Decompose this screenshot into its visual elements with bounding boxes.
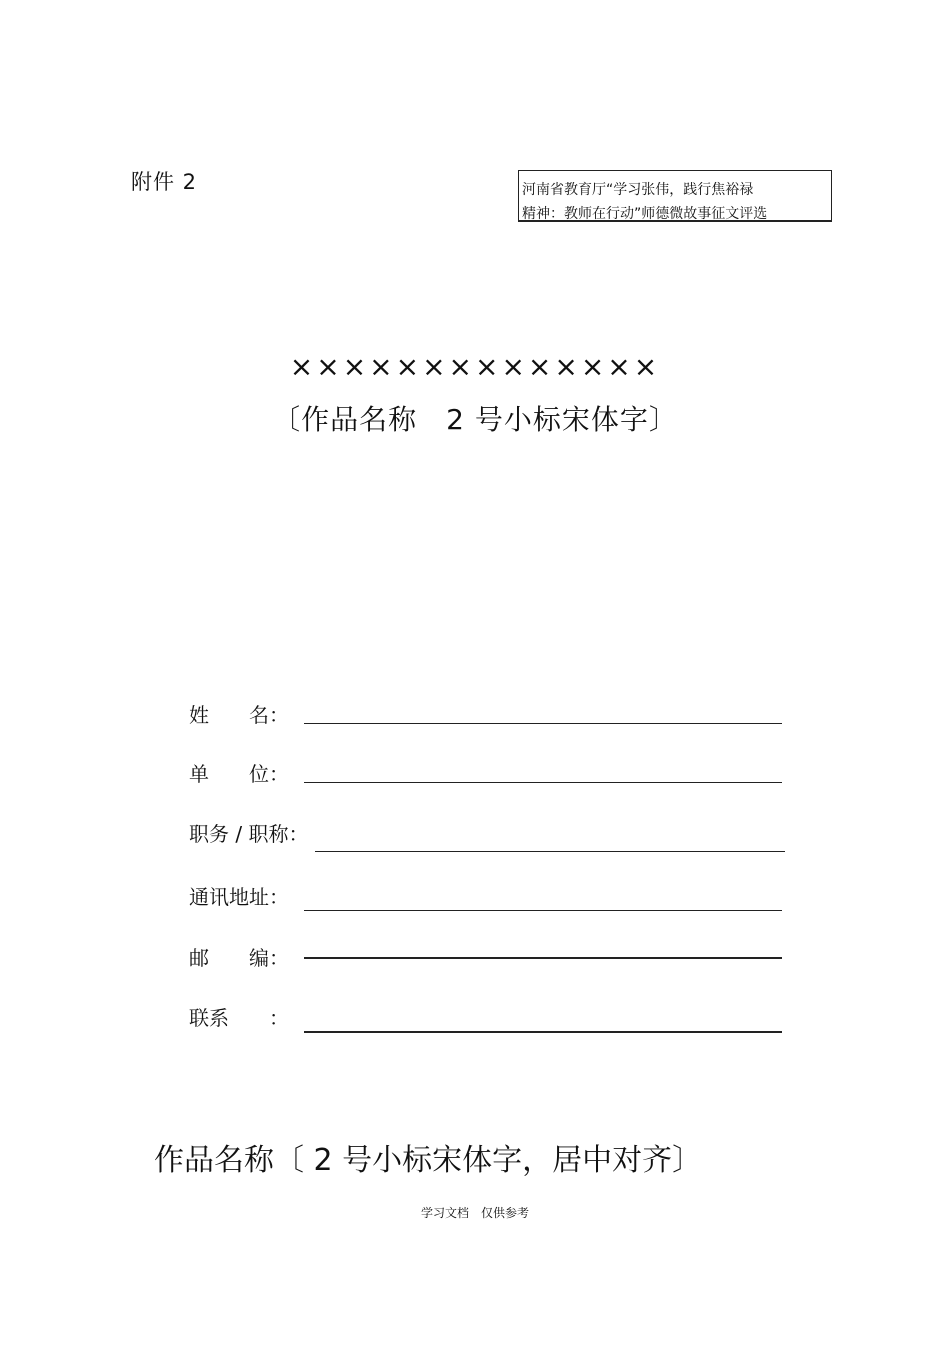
form-field-line[interactable] xyxy=(304,957,782,959)
form-field-line[interactable] xyxy=(315,851,785,852)
form-field-address xyxy=(189,870,789,910)
title-subtitle: 〔作品名称 2 号小标宋体字〕 xyxy=(272,403,678,436)
form-field-label: 姓 名： xyxy=(189,703,289,727)
footer-note: 学习文档 仅供参考 xyxy=(420,1206,529,1220)
form-field-label: 通讯地址： xyxy=(189,885,289,909)
form-field-postcode xyxy=(189,931,789,971)
title-placeholder-marks: ×××××××××××××× xyxy=(289,350,661,383)
form-field-line[interactable] xyxy=(304,723,782,724)
bottom-title: 作品名称〔 2 号小标宋体字，居中对齐〕 xyxy=(154,1143,703,1178)
form-field-unit xyxy=(189,747,789,787)
form-field-position xyxy=(189,807,789,847)
form-field-name xyxy=(189,688,789,728)
form-field-line[interactable] xyxy=(304,782,782,783)
form-field-line[interactable] xyxy=(304,910,782,911)
notice-line-2: 精神：教师在行动”师德微故事征文评选 xyxy=(522,206,768,222)
form-field-line[interactable] xyxy=(304,1031,782,1033)
form-field-label: 职务 / 职称： xyxy=(189,822,309,846)
form-field-label: 联系 ： xyxy=(189,1006,289,1030)
attachment-label: 附件 2 xyxy=(131,170,198,194)
notice-box xyxy=(518,170,832,222)
notice-line-1: 河南省教育厅“学习张伟，践行焦裕禄 xyxy=(522,182,754,198)
form-field-label: 单 位： xyxy=(189,762,289,786)
form-field-contact xyxy=(189,991,789,1031)
form-field-label: 邮 编： xyxy=(189,946,289,970)
